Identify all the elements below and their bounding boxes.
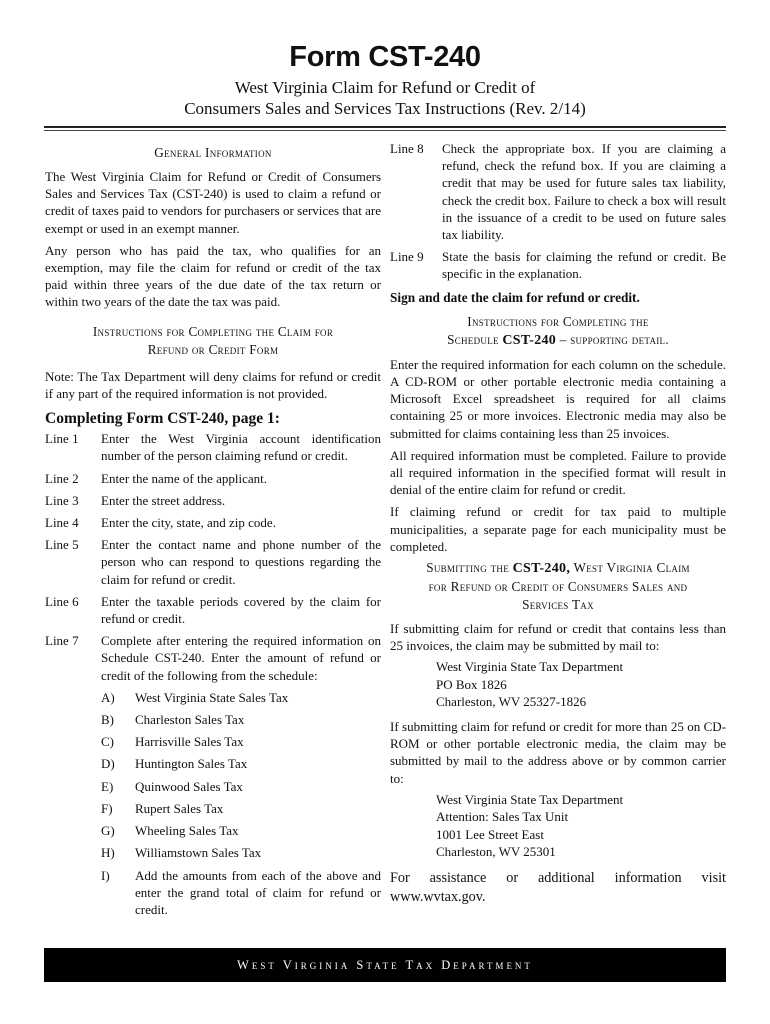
line-item-4 xyxy=(45,514,381,531)
footer-banner: West Virginia State Tax Department xyxy=(44,948,726,982)
line-number: Line 4 xyxy=(45,515,79,531)
general-info-heading: General Information xyxy=(154,145,272,160)
instructions-heading-line2: Refund or Credit Form xyxy=(147,341,279,357)
line7-sub-item xyxy=(45,711,381,728)
line-item-2 xyxy=(45,470,381,487)
line-number: Line 2 xyxy=(45,470,79,486)
schedule-heading-line1: Instructions for Completing the xyxy=(467,313,649,329)
left-column xyxy=(44,140,381,918)
schedule-heading xyxy=(390,313,726,350)
schedule-heading-line2 xyxy=(390,331,726,350)
submitting-paragraph-2: If submitting claim for refund or credit for more than 25 on CD-ROM or other portable electronic media, the claim may be submitted by mail to the address above or by common carrier to: xyxy=(390,718,726,786)
sub-item-letter: D) xyxy=(101,756,115,772)
instructions-heading-line1: Instructions for Completing the Claim for xyxy=(92,323,334,339)
submitting-heading-form-code: CST-240, xyxy=(512,561,571,577)
schedule-paragraph-2: All required information must be completed. Failure to provide all required information in the specified format will result in denial of the entire claim for refund or credit. xyxy=(390,447,726,498)
form-subtitle-line2: Consumers Sales and Services Tax Instructions (Rev. 2/14) xyxy=(184,99,586,118)
address-line: PO Box 1826 xyxy=(436,676,507,692)
line-text: Enter the city, state, and zip code. xyxy=(101,515,276,531)
sub-item-text: Wheeling Sales Tax xyxy=(135,823,239,839)
form-subtitle-line1: West Virginia Claim for Refund or Credit of xyxy=(234,78,536,97)
line-text: Complete after entering the required information on Schedule CST-240. Enter the amount of refund or credit of the following from the schedule: xyxy=(101,633,381,683)
schedule-paragraph-3: If claiming refund or credit for tax paid to multiple municipalities, a separate page for each municipality must be completed. xyxy=(390,504,726,554)
address-line: Charleston, WV 25301 xyxy=(436,844,556,860)
form-title: Form CST-240 xyxy=(289,41,481,73)
document-page xyxy=(44,40,726,918)
sub-item-letter: C) xyxy=(101,734,114,750)
line-item-9 xyxy=(390,248,726,282)
sub-item-text: Charleston Sales Tax xyxy=(135,712,245,728)
header-rule-thick xyxy=(44,126,726,128)
line-text: State the basis for claiming the refund or credit. Be specific in the explanation. xyxy=(442,249,726,282)
sub-item-letter: E) xyxy=(101,778,114,794)
line-list xyxy=(45,430,381,684)
mailing-address-1 xyxy=(390,658,726,711)
line-number: Line 6 xyxy=(45,593,79,609)
line-item-8 xyxy=(390,140,726,243)
line-number: Line 3 xyxy=(45,492,79,508)
content-columns xyxy=(44,140,726,918)
sub-item-letter: F) xyxy=(101,800,113,816)
note-paragraph: Note: The Tax Department will deny claims for refund or credit if any part of the required information is not provided. xyxy=(45,368,381,401)
line7-sub-item xyxy=(45,822,381,839)
line-item-1 xyxy=(45,430,381,464)
right-column xyxy=(390,140,726,918)
line-item-3 xyxy=(45,492,381,509)
submitting-heading-line3: Services Tax xyxy=(522,597,594,613)
address-line: Attention: Sales Tax Unit xyxy=(436,809,569,825)
line-item-6 xyxy=(45,593,381,627)
general-info-paragraph-1: The West Virginia Claim for Refund or Credit of Consumers Sales and Services Tax (CST-240) is used to claim a refund or credit of taxes paid to vendors for purchasers or services that are exempt or used in an exempt manner. xyxy=(45,169,381,236)
sub-item-text: Harrisville Sales Tax xyxy=(135,734,244,750)
submitting-heading xyxy=(390,559,726,614)
submitting-paragraph-1: If submitting claim for refund or credit that contains less than 25 invoices, the claim may be submitted by mail to: xyxy=(390,621,726,654)
line7-sub-item xyxy=(45,867,381,919)
line-item-7 xyxy=(45,632,381,684)
line-number: Line 8 xyxy=(390,141,424,156)
sub-item-letter: G) xyxy=(101,823,115,839)
address-line: West Virginia State Tax Department xyxy=(436,791,624,807)
mailing-address-2 xyxy=(390,791,726,861)
address-line: 1001 Lee Street East xyxy=(436,826,544,842)
sub-item-letter: I) xyxy=(101,867,110,883)
line-text: Check the appropriate box. If you are claiming a refund, check the refund box. If you are claiming a credit that may be used for future sales tax liability, check the credit box. Failure to check a box will result in the issuance of a credit to be used on future sales tax liability. xyxy=(442,141,726,243)
schedule-heading-post: – supporting detail. xyxy=(556,331,669,347)
sub-item-letter: B) xyxy=(101,712,114,728)
submitting-heading-post: West Virginia Claim xyxy=(570,560,690,576)
instructions-heading xyxy=(45,323,381,359)
general-info-paragraph-2: Any person who has paid the tax, who qualifies for an exemption, may file the claim for refund or credit of the tax paid within three years of the due date of the tax return or within two years of the date the tax was paid. xyxy=(45,242,381,310)
address-line: Charleston, WV 25327-1826 xyxy=(436,694,587,710)
sub-item-text: Rupert Sales Tax xyxy=(135,800,224,816)
submitting-heading-line2: for Refund or Credit of Consumers Sales and xyxy=(428,579,688,595)
sub-item-text: Williamstown Sales Tax xyxy=(135,845,262,861)
submitting-heading-line1 xyxy=(390,559,726,578)
schedule-heading-form-code: CST-240 xyxy=(502,332,557,348)
sign-instruction: Sign and date the claim for refund or credit. xyxy=(390,289,640,305)
line7-sub-item xyxy=(45,844,381,861)
sub-item-text: West Virginia State Sales Tax xyxy=(135,689,289,705)
sub-item-text: Huntington Sales Tax xyxy=(135,756,248,772)
line7-sub-list xyxy=(45,689,381,918)
line-number: Line 5 xyxy=(45,537,79,553)
sub-item-text: Add the amounts from each of the above and enter the grand total of claim for refund or credit. xyxy=(135,867,381,917)
sub-item-letter: H) xyxy=(101,845,115,861)
sub-item-letter: A) xyxy=(101,689,115,705)
sub-item-text: Quinwood Sales Tax xyxy=(135,778,243,794)
completing-heading: Completing Form CST-240, page 1: xyxy=(45,410,280,428)
assistance-link-text: For assistance or additional information visit www.wvtax.gov. xyxy=(390,869,726,905)
line-text: Enter the contact name and phone number of the person who can respond to questions regarding the claim for refund or credit. xyxy=(101,537,381,587)
line-item-5 xyxy=(45,536,381,588)
line7-sub-item xyxy=(45,689,381,706)
line7-sub-item xyxy=(45,733,381,750)
address-line: West Virginia State Tax Department xyxy=(436,659,624,675)
schedule-heading-pre: Schedule xyxy=(447,331,503,347)
header-rule-thin xyxy=(44,130,726,131)
line-text: Enter the taxable periods covered by the claim for refund or credit. xyxy=(101,593,381,627)
line7-sub-item xyxy=(45,778,381,795)
line-number: Line 9 xyxy=(390,249,424,265)
line-text: Enter the West Virginia account identification number of the person claiming refund or credit. xyxy=(101,431,381,464)
line-text: Enter the street address. xyxy=(101,492,226,508)
submitting-heading-pre: Submitting the xyxy=(426,560,513,576)
line-text: Enter the name of the applicant. xyxy=(101,470,268,486)
line7-sub-item xyxy=(45,755,381,772)
schedule-paragraph-1: Enter the required information for each column on the schedule. A CD-ROM or other portable electronic media containing a Microsoft Excel spreadsheet is required for all claims containing 25 or more invoices. Electronic media may also be submitted for claims containing less than 25 invoices. xyxy=(390,356,726,441)
line-number: Line 7 xyxy=(45,633,79,649)
line7-sub-item xyxy=(45,800,381,817)
line-number: Line 1 xyxy=(45,431,79,447)
